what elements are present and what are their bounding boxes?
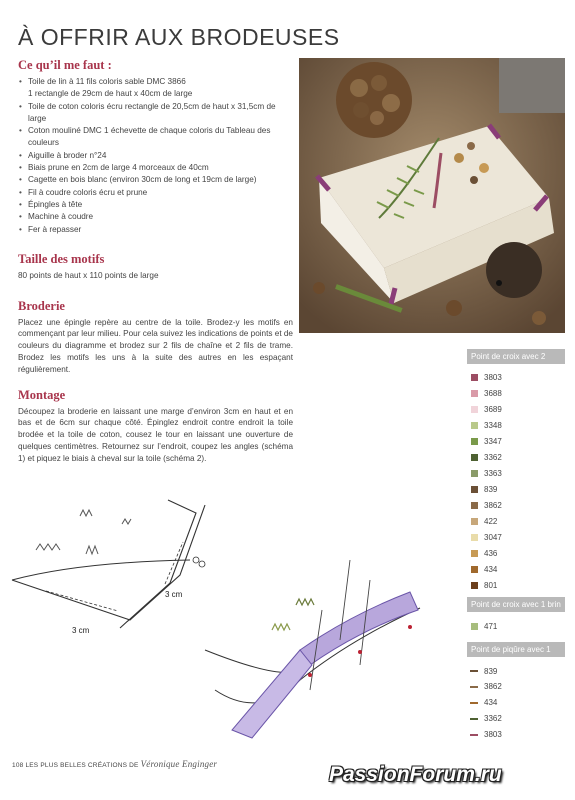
product-photo (299, 58, 565, 333)
footer-signature: Véronique Enginger (140, 759, 218, 769)
legend-row (467, 386, 565, 402)
material-item: • Épingles à tête (18, 199, 293, 211)
legend-heading-cross-1: Point de croix avec 1 brin (467, 597, 565, 612)
dmc-code: 436 (484, 548, 498, 558)
material-item: • Fil à coudre coloris écru et prune (18, 187, 293, 199)
legend-heading-backstitch: Point de piqûre avec 1 brin (467, 642, 565, 657)
legend-row (467, 711, 565, 727)
dmc-code: 3688 (484, 389, 502, 399)
dmc-code: 3362 (484, 714, 502, 724)
montage-text: Découpez la broderie en laissant une marge d’environ 3cm en haut et en bas et de 6cm sur chaque côté. Épinglez endroit contre endroit la toile brodée et la toile de coton, cousez le tour en laissant une ouverture de quelques centimètres. Retournez sur l’endroit, coupez les angles (schéma 1) et piquez le biais à cheval sur la toile (schéma 2). (18, 406, 293, 463)
footer-text: 108 LES PLUS BELLES CRÉATIONS DE (12, 762, 139, 769)
color-swatch (471, 454, 478, 461)
dmc-code: 3362 (484, 453, 502, 463)
dmc-code: 839 (484, 666, 498, 676)
dmc-code: 422 (484, 516, 498, 526)
motif-size-text: 80 points de haut x 110 points de large (18, 270, 159, 280)
materials-list (18, 76, 293, 236)
material-item: • Biais prune en 2cm de large 4 morceaux de 40cm (18, 162, 293, 174)
legend-row (467, 545, 565, 561)
dmc-code: 3862 (484, 500, 502, 510)
color-legend (467, 349, 565, 743)
legend-row (467, 679, 565, 695)
dmc-code: 3803 (484, 373, 502, 383)
page-footer (12, 759, 217, 769)
legend-row (467, 498, 565, 514)
materials-heading: Ce qu’il me faut : (18, 58, 112, 72)
material-item: 1 rectangle de 29cm de haut x 40cm de large (28, 89, 193, 99)
dmc-code: 3047 (484, 532, 502, 542)
material-item: • Machine à coudre (18, 211, 293, 223)
dmc-code: 801 (484, 580, 498, 590)
broderie-heading: Broderie (18, 298, 65, 313)
color-swatch (471, 470, 478, 477)
color-swatch (471, 406, 478, 413)
material-item: • Aiguille à broder n°24 (18, 150, 293, 162)
legend-row (467, 561, 565, 577)
color-swatch (471, 390, 478, 397)
legend-row (467, 529, 565, 545)
motif-size-heading: Taille des motifs (18, 251, 105, 266)
material-item: • Coton mouliné DMC 1 échevette de chaque coloris du Tableau des couleurs (18, 125, 293, 150)
dmc-code: 3347 (484, 437, 502, 447)
watermark: PassionForum.ru (329, 763, 502, 786)
legend-row (467, 466, 565, 482)
dmc-code: 839 (484, 485, 498, 495)
diagram-1-corner-cut (12, 500, 205, 628)
broderie-text: Placez une épingle repère au centre de la toile. Brodez-y les motifs en commençant par leur milieu. Pour cela suivez les indications de points et de couleurs du diagramme et brodez sur 2 fils de chaîne et 2 fils de trame. Brodez les motifs les uns à la suite des autres en les espaçant régulièrement. (18, 317, 293, 374)
legend-group-backstitch (467, 663, 565, 743)
color-swatch (471, 566, 478, 573)
color-swatch (471, 374, 478, 381)
backstitch-swatch (470, 734, 478, 736)
color-swatch (471, 502, 478, 509)
legend-row (467, 618, 565, 634)
material-item: • Cagette en bois blanc (environ 30cm de long et 19cm de large) (18, 174, 293, 186)
dmc-code: 3348 (484, 421, 502, 431)
assembly-diagrams (0, 480, 460, 760)
backstitch-swatch (470, 686, 478, 688)
color-swatch (471, 518, 478, 525)
legend-row (467, 727, 565, 743)
legend-row (467, 450, 565, 466)
dmc-code: 3803 (484, 730, 502, 740)
diagram-label-3cm-side: 3 cm (165, 590, 183, 599)
material-item: • Toile de lin à 11 fils coloris sable DMC 3866 (18, 76, 293, 88)
color-swatch (471, 534, 478, 541)
color-swatch (471, 582, 478, 589)
legend-row (467, 418, 565, 434)
legend-row (467, 402, 565, 418)
instructions-column (18, 58, 293, 465)
legend-row (467, 482, 565, 498)
montage-heading: Montage (18, 387, 66, 402)
legend-heading-cross-2: Point de croix avec 2 brins (467, 349, 565, 364)
dmc-code: 3689 (484, 405, 502, 415)
dmc-code: 434 (484, 564, 498, 574)
material-item: • Fer à repasser (18, 224, 293, 236)
dmc-code: 3363 (484, 469, 502, 479)
diagram-2-binding (205, 560, 420, 738)
legend-row (467, 695, 565, 711)
legend-group-cross-1 (467, 618, 565, 634)
legend-group-cross-2 (467, 370, 565, 593)
color-swatch (471, 438, 478, 445)
backstitch-swatch (470, 670, 478, 672)
color-swatch (471, 550, 478, 557)
dmc-code: 3862 (484, 682, 502, 692)
color-swatch (471, 623, 478, 630)
material-item: • Toile de coton coloris écru rectangle de 20,5cm de haut x 31,5cm de large (18, 101, 293, 126)
legend-row (467, 434, 565, 450)
legend-row (467, 513, 565, 529)
dmc-code: 471 (484, 621, 498, 631)
diagram-label-3cm-bottom: 3 cm (72, 626, 90, 635)
scissors-icon (193, 557, 199, 563)
pin-icon (358, 650, 362, 654)
dmc-code: 434 (484, 698, 498, 708)
backstitch-swatch (470, 702, 478, 704)
backstitch-swatch (470, 718, 478, 720)
color-swatch (471, 422, 478, 429)
page-title: À OFFRIR AUX BRODEUSES (18, 24, 340, 50)
color-swatch (471, 486, 478, 493)
legend-row (467, 577, 565, 593)
